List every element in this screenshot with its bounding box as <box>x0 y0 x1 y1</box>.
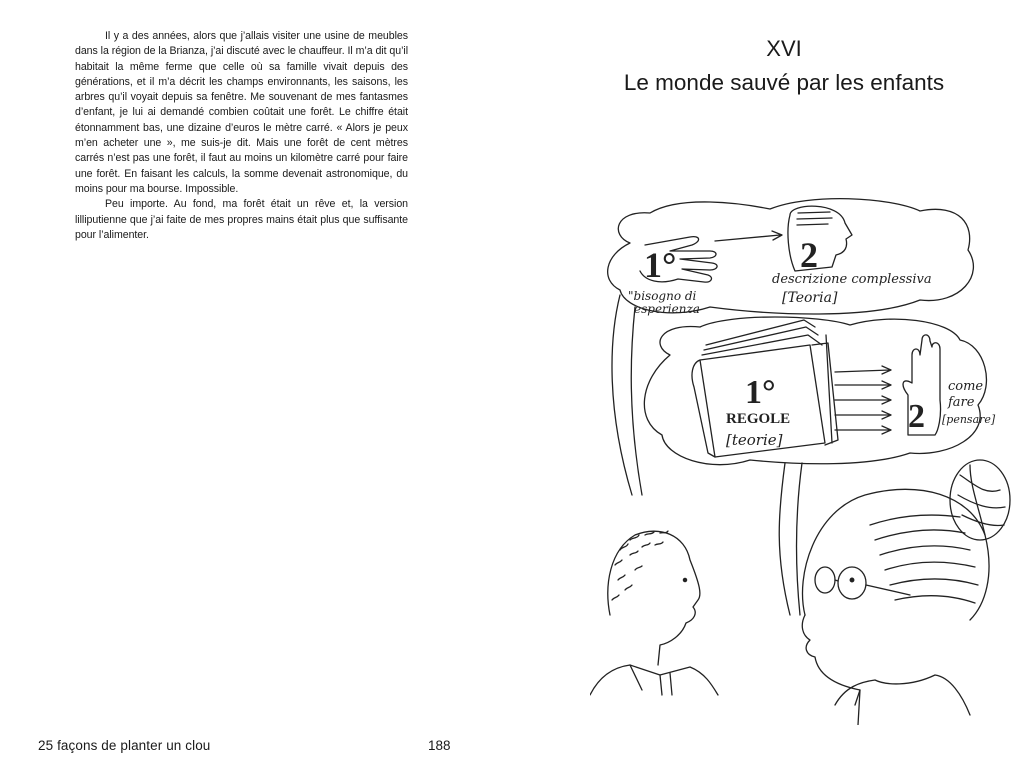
step2-caption: descrizione complessiva <box>772 272 932 287</box>
step1-caption: "bisogno di <box>628 289 697 303</box>
hand-caption: come <box>948 379 984 394</box>
paragraph: Il y a des années, alors que j’allais visiter une usine de meubles dans la région de la Brianza, j’ai discuté avec le chauffeur. Il m’a dit qu’il habitait la même ferme que celle où sa famille vivait depuis des générations, et il m’a décrit les champs environnants, les saisons, les arbres qu’il voyait depuis sa fenêtre. Me souvenant de mes fantasmes d’enfant, je lui ai demandé combien coûtait une forêt. Le chiffre était étonnamment bas, une dizaine d’euros le mètre carré. « Alors je peux m’en acheter une », me suis-je dit. Mais une forêt de cent mètres carrés n’est pas une forêt, il faut au moins un kilomètre carré pour faire une forêt. En faisant les calculs, la somme devenait astronomique, du moins pour ma bourse. Impossible. <box>75 30 408 195</box>
head-icon <box>788 206 852 271</box>
chapter-title: Le monde sauvé par les enfants <box>623 70 945 95</box>
step1-caption: esperienza <box>634 302 700 316</box>
chapter-number: XVI <box>766 36 802 61</box>
book-number: 1° <box>745 374 776 411</box>
body-text <box>75 29 408 243</box>
hand-bracket: [pensare] <box>942 413 996 426</box>
woman-figure <box>802 460 1010 725</box>
bun-icon <box>950 460 1010 540</box>
book-bracket: [teorie] <box>726 431 783 449</box>
arrows-icon <box>835 366 891 434</box>
step1-number: 1° <box>644 245 677 285</box>
paragraph: Peu importe. Au fond, ma forêt était un rêve et, la version lilliputienne que j’ai faite de mes propres mains était plus que suffisante pour l’alimenter. <box>75 198 408 241</box>
arrow-icon <box>715 231 782 241</box>
illustration <box>590 195 1024 725</box>
hand-number: 2 <box>908 398 925 435</box>
book-label: REGOLE <box>726 411 791 427</box>
bottom-thought-bubble <box>644 317 986 615</box>
hand-caption: fare <box>948 395 975 410</box>
step2-bracket: [Teoria] <box>782 290 838 306</box>
right-page <box>512 0 1024 778</box>
step2-number: 2 <box>800 235 818 275</box>
page-number: 188 <box>428 738 451 753</box>
top-thought-bubble <box>608 199 974 495</box>
child-figure <box>590 531 718 695</box>
running-footer-title: 25 façons de planter un clou <box>38 738 211 753</box>
